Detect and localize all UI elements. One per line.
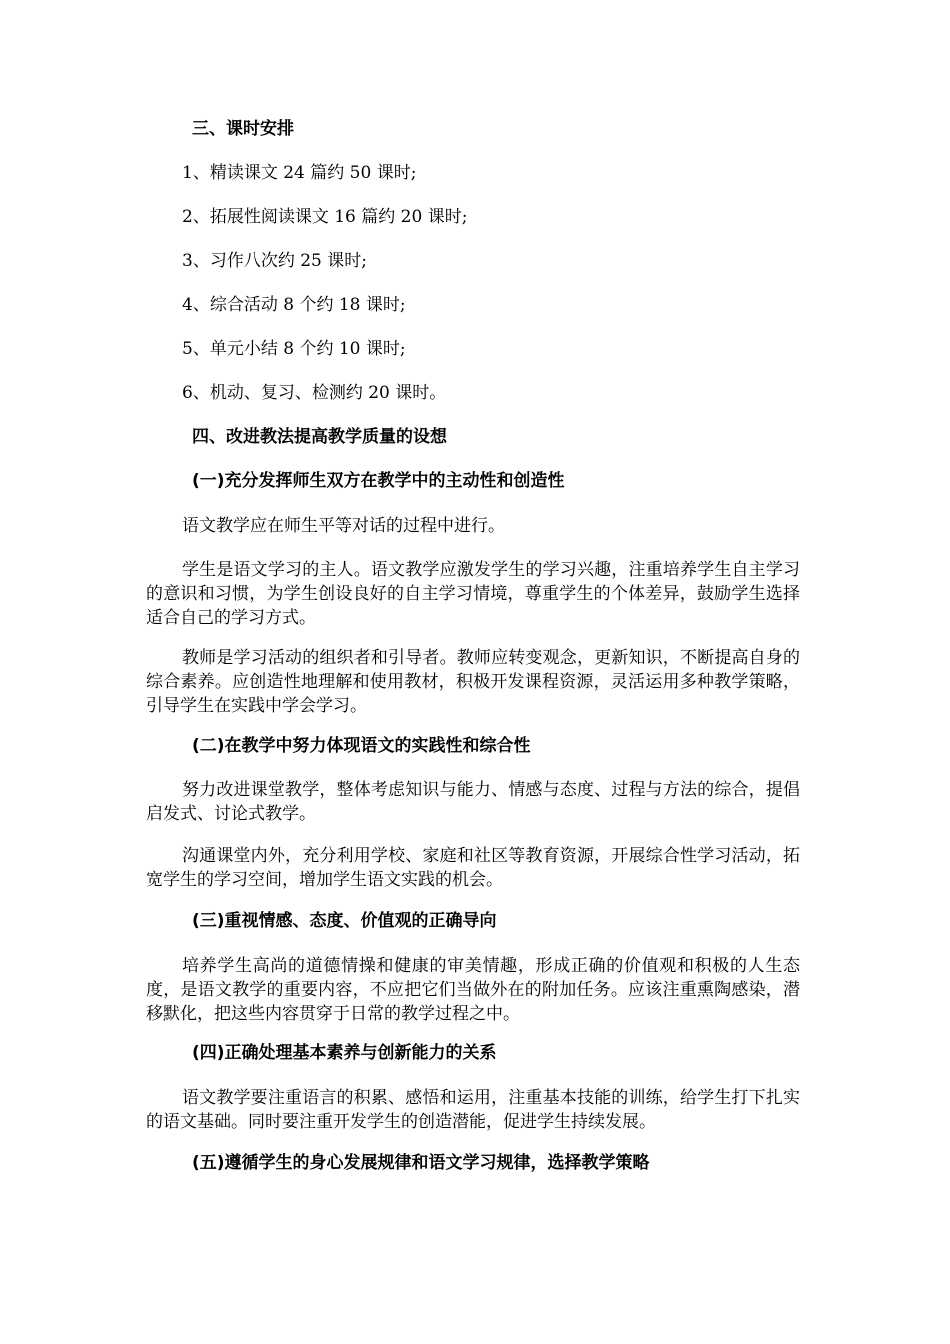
paragraph: 教师是学习活动的组织者和引导者。教师应转变观念，更新知识，不断提高自身的综合素养。应创造性地理解和使用教材，积极开发课程资源，灵活运用多种教学策略，引导学生在实践中学会学习。 [146,648,800,716]
schedule-item-1: 1、精读课文 24 篇约 50 课时; [182,163,417,183]
subsection-heading-3: (三)重视情感、态度、价值观的正确导向 [192,911,497,931]
section-heading-improvement: 四、改进教法提高教学质量的设想 [192,427,447,447]
schedule-item-4: 4、综合活动 8 个约 18 课时; [182,295,406,315]
paragraph: 语文教学要注重语言的积累、感悟和运用，注重基本技能的训练，给学生打下扎实的语文基础。同时要注重开发学生的创造潜能，促进学生持续发展。 [146,1088,800,1132]
paragraph: 培养学生高尚的道德情操和健康的审美情趣，形成正确的价值观和积极的人生态度，是语文教学的重要内容，不应把它们当做外在的附加任务。应该注重熏陶感染，潜移默化，把这些内容贯穿于日常的教学过程之中。 [146,956,800,1024]
schedule-item-6: 6、机动、复习、检测约 20 课时。 [182,383,447,403]
paragraph: 努力改进课堂教学，整体考虑知识与能力、情感与态度、过程与方法的综合，提倡启发式、讨论式教学。 [146,780,800,824]
paragraph: 语文教学应在师生平等对话的过程中进行。 [182,516,505,536]
subsection-heading-5: (五)遵循学生的身心发展规律和语文学习规律，选择教学策略 [192,1153,650,1173]
schedule-item-3: 3、习作八次约 25 课时; [182,251,367,271]
subsection-heading-1: (一)充分发挥师生双方在教学中的主动性和创造性 [192,471,565,491]
subsection-heading-2: (二)在教学中努力体现语文的实践性和综合性 [192,736,531,756]
paragraph: 沟通课堂内外，充分利用学校、家庭和社区等教育资源，开展综合性学习活动，拓宽学生的学习空间，增加学生语文实践的机会。 [146,846,800,890]
section-heading-schedule: 三、课时安排 [192,119,294,139]
paragraph: 学生是语文学习的主人。语文教学应激发学生的学习兴趣，注重培养学生自主学习的意识和习惯，为学生创设良好的自主学习情境，尊重学生的个体差异，鼓励学生选择适合自己的学习方式。 [146,560,800,628]
subsection-heading-4: (四)正确处理基本素养与创新能力的关系 [192,1043,497,1063]
schedule-item-5: 5、单元小结 8 个约 10 课时; [182,339,406,359]
schedule-item-2: 2、拓展性阅读课文 16 篇约 20 课时; [182,207,468,227]
